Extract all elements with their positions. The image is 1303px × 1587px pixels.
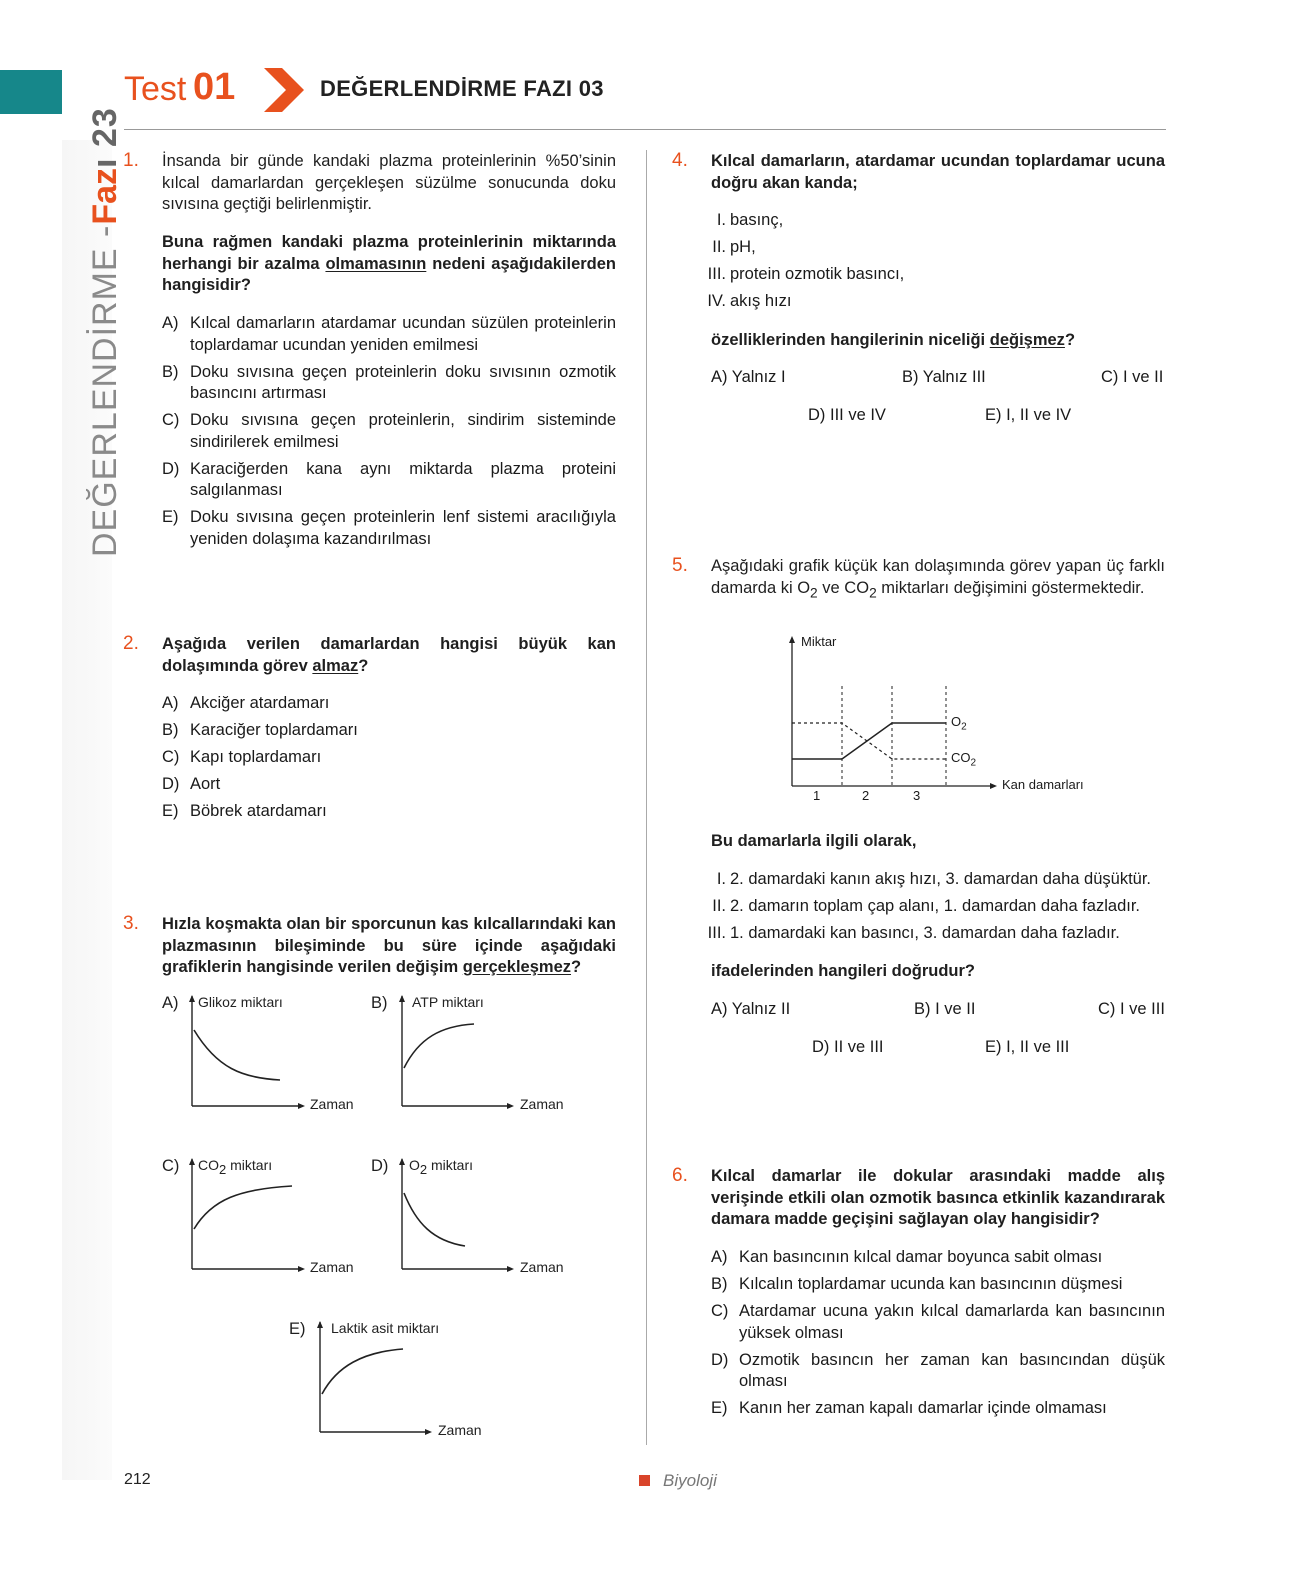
option-e-graph[interactable] (289, 1316, 509, 1446)
option-a[interactable] (162, 313, 616, 356)
option-letter: C) (162, 1157, 180, 1175)
x-axis-label: Zaman (310, 1096, 354, 1112)
x-axis-label: Zaman (438, 1422, 482, 1438)
y-axis-label (409, 1157, 473, 1177)
x-axis-label: Kan damarları (1002, 777, 1084, 792)
option-letter: C) (711, 1302, 729, 1320)
answer-b[interactable]: B) I ve II (914, 1000, 976, 1018)
y-label-subscript: 2 (219, 1161, 227, 1177)
option-b-graph[interactable] (371, 990, 581, 1120)
label-subscript: 2 (961, 721, 967, 733)
question-number: 6. (672, 1165, 688, 1186)
option-text: Kapı toplardamarı (190, 748, 322, 766)
page-title: DEĞERLENDİRME FAZI 03 (320, 76, 604, 101)
question-5-lead: Bu damarlarla ilgili olarak, (711, 832, 917, 850)
option-text: Aort (190, 775, 221, 793)
question-6-stem: Kılcal damarlar ile dokular arasındaki madde alış verişinde etkili olan ozmotik basınca etkinlik kazandırarak damara madde geçişini sağlayan olay hangisidir? (711, 1167, 1165, 1228)
option-a-graph[interactable] (162, 990, 372, 1120)
answer-a[interactable]: A) Yalnız I (711, 368, 786, 386)
prompt-text: ? (1064, 331, 1076, 349)
x-axis-label: Zaman (310, 1259, 354, 1275)
roman-numeral: II. (712, 238, 726, 256)
test-number: 01 (193, 66, 236, 108)
roman-numeral: II. (712, 897, 726, 915)
option-letter: E) (162, 508, 179, 526)
option-letter: C) (162, 411, 180, 429)
x-axis-label: Zaman (520, 1096, 564, 1112)
option-a[interactable] (162, 693, 616, 715)
label-main: O (951, 714, 962, 729)
question-1-options (162, 313, 616, 556)
answer-e[interactable]: E) I, II ve IV (985, 406, 1072, 424)
stem-text: miktarları değişimini göstermektedir. (876, 578, 1145, 597)
chevron-right-icon (264, 68, 304, 112)
option-letter: E) (289, 1320, 306, 1338)
y-axis-label: Laktik asit miktarı (331, 1320, 440, 1336)
question-5-stem (711, 556, 1165, 603)
x-tick-label: 3 (913, 788, 921, 803)
question-number: 3. (123, 913, 139, 934)
subscript: 2 (869, 584, 877, 600)
item-text: 1. damardaki kan basıncı, 3. damardan daha fazladır. (730, 924, 1120, 942)
option-e[interactable] (162, 801, 616, 823)
prompt-text: ? (571, 958, 582, 976)
option-text: Ozmotik basıncın her zaman kan basıncından düşük olması (739, 1350, 1165, 1390)
option-letter: E) (711, 1399, 728, 1417)
prompt-text: ? (358, 656, 369, 675)
option-letter: D) (162, 459, 180, 478)
item-text: 2. damarın toplam çap alanı, 1. damardan daha fazladır. (730, 897, 1141, 915)
prompt-underlined: gerçekleşmez (462, 958, 572, 976)
option-letter: E) (162, 802, 179, 820)
option-d[interactable] (711, 1350, 1165, 1393)
option-text: Atardamar ucuna yakın kılcal damarlarda kan basıncının yüksek olması (739, 1302, 1165, 1342)
roman-numeral: I. (716, 870, 726, 888)
roman-item (698, 261, 1158, 288)
option-letter: A) (711, 1248, 728, 1266)
option-letter: A) (162, 994, 179, 1012)
item-text: 2. damardaki kanın akış hızı, 3. damardan daha düşüktür. (730, 870, 1151, 888)
question-2-prompt (162, 634, 616, 677)
prompt-underlined: değişmez (989, 331, 1065, 349)
option-e[interactable] (711, 1398, 1165, 1420)
option-letter: B) (162, 362, 179, 381)
prompt-text: Aşağıda verilen damarlardan hangisi büyük kan dolaşımında görev (162, 635, 616, 675)
y-label-tail: miktarı (427, 1157, 474, 1173)
y-axis-label: Glikoz miktarı (198, 994, 283, 1010)
co2-line (792, 723, 946, 759)
question-number: 1. (123, 150, 139, 171)
y-label-subscript: 2 (419, 1161, 428, 1177)
side-section-label (85, 107, 125, 557)
question-number: 4. (672, 150, 688, 171)
item-text: protein ozmotik basıncı, (730, 265, 905, 283)
y-axis-label (198, 1157, 272, 1177)
option-text: Doku sıvısına geçen proteinlerin doku sıvısının ozmotik basıncını artırması (190, 362, 616, 402)
item-text: basınç, (730, 211, 784, 229)
answer-c[interactable]: C) I ve II (1101, 368, 1164, 386)
question-4-stem: Kılcal damarların, atardamar ucundan toplardamar ucuna doğru akan kanda; (711, 152, 1165, 192)
question-6-options (711, 1247, 1165, 1425)
question-5-items (698, 866, 1168, 947)
option-a[interactable] (711, 1247, 1165, 1269)
side-label-number: ı 23 (85, 107, 124, 168)
answer-b[interactable]: B) Yalnız III (902, 368, 986, 386)
option-letter: D) (371, 1157, 389, 1175)
option-text: Kan basıncının kılcal damar boyunca sabit olması (739, 1248, 1103, 1266)
item-text: pH, (730, 238, 756, 256)
prompt-underlined: almaz (312, 656, 359, 675)
question-number: 5. (672, 555, 688, 576)
option-text: Böbrek atardamarı (190, 802, 327, 820)
roman-item (698, 893, 1168, 920)
option-letter: B) (711, 1275, 728, 1293)
prompt-text: özelliklerinden hangilerinin niceliği (711, 331, 990, 349)
header-divider (124, 129, 1166, 130)
option-text: Kılcalın toplardamar ucunda kan basıncının düşmesi (739, 1275, 1123, 1293)
subscript: 2 (810, 584, 818, 600)
y-label-tail: miktarı (226, 1157, 273, 1173)
roman-item (698, 207, 1158, 234)
option-text: Doku sıvısına geçen proteinlerin, sindirim sisteminde sindirilerek emilmesi (190, 411, 616, 451)
prompt-text: nedeni aşağıdakilerden hangisidir? (162, 254, 616, 294)
option-c[interactable] (162, 747, 616, 769)
option-c[interactable] (711, 1301, 1165, 1344)
roman-numeral: IV. (707, 292, 726, 310)
roman-item (698, 234, 1158, 261)
o2-line (792, 723, 946, 759)
x-axis-label: Zaman (520, 1259, 564, 1275)
column-divider (646, 150, 647, 1445)
subject-label: Biyoloji (663, 1471, 717, 1490)
option-letter: B) (162, 721, 179, 739)
x-tick-label: 1 (813, 788, 821, 803)
stem-text: Aşağıdaki grafik küçük kan dolaşımında görev yapan üç farklı damarda ki O (711, 557, 1165, 597)
y-label-main: CO (198, 1157, 219, 1173)
question-1-stem: İnsanda bir günde kandaki plazma proteinlerinin %50’sinin kılcal damarlardan gerçekleşen süzülme sonucunda doku sıvısına geçtiği belirlenmiştir. (162, 152, 616, 213)
question-5-prompt: ifadelerinden hangileri doğrudur? (711, 962, 976, 980)
answer-a[interactable]: A) Yalnız II (711, 1000, 791, 1018)
question-3-prompt (162, 914, 616, 979)
option-b[interactable] (711, 1274, 1165, 1296)
question-4-prompt (711, 330, 1165, 352)
prompt-text: Hızla koşmakta olan bir sporcunun kas kılcallarındaki kan plazmasının bileşiminde bu süre içinde aşağıdaki grafiklerin hangisinde verilen değişim (162, 915, 616, 976)
o2-label (951, 714, 967, 733)
roman-numeral: III. (707, 265, 726, 283)
answer-e[interactable]: E) I, II ve III (985, 1038, 1070, 1056)
roman-item (698, 920, 1168, 947)
question-number: 2. (123, 633, 139, 654)
x-tick-label: 2 (862, 788, 870, 803)
answer-d[interactable]: D) III ve IV (808, 406, 886, 424)
test-label: Test (124, 70, 187, 108)
option-letter: C) (162, 748, 180, 766)
option-letter: D) (711, 1350, 729, 1369)
label-main: CO (951, 750, 971, 765)
option-text: Akciğer atardamarı (190, 694, 330, 712)
option-letter: A) (162, 314, 179, 332)
option-d-graph[interactable] (371, 1153, 581, 1283)
roman-item (698, 288, 1158, 315)
side-label-faz: Faz (85, 167, 124, 225)
option-text: Karaciğer toplardamarı (190, 721, 358, 739)
question-4-items (698, 207, 1158, 315)
item-text: akış hızı (730, 292, 792, 310)
option-d[interactable] (162, 459, 616, 502)
option-letter: D) (162, 775, 180, 793)
question-2-options (162, 693, 616, 828)
y-label-main: O (409, 1157, 420, 1173)
y-axis-label: ATP miktarı (412, 994, 484, 1010)
option-letter: B) (371, 994, 388, 1012)
option-c[interactable] (162, 410, 616, 453)
option-b[interactable] (162, 362, 616, 405)
option-text: Kanın her zaman kapalı damarlar içinde olmaması (739, 1399, 1107, 1417)
label-subscript: 2 (970, 757, 977, 769)
roman-item (698, 866, 1168, 893)
answer-d[interactable]: D) II ve III (812, 1038, 884, 1056)
stem-text: ve CO (817, 578, 870, 597)
option-b[interactable] (162, 720, 616, 742)
option-text: Doku sıvısına geçen proteinlerin lenf sistemi aracılığıyla yeniden dolaşıma kazandırılması (190, 508, 616, 548)
square-icon (639, 1475, 650, 1486)
option-d[interactable] (162, 774, 616, 796)
option-e[interactable] (162, 507, 616, 550)
prompt-text: Buna rağmen kandaki plazma proteinlerinin miktarında herhangi bir azalma (162, 233, 616, 273)
q5-chart (770, 630, 1110, 810)
prompt-underlined: olmamasının (325, 254, 427, 273)
co2-label (951, 750, 976, 769)
y-axis-label: Miktar (801, 634, 837, 649)
option-letter: A) (162, 694, 179, 712)
roman-numeral: III. (707, 924, 726, 942)
answer-c[interactable]: C) I ve III (1098, 1000, 1165, 1018)
roman-numeral: I. (716, 211, 726, 229)
option-text: Karaciğerden kana aynı miktarda plazma proteini salgılanması (190, 459, 616, 499)
question-1-prompt (162, 232, 616, 297)
option-c-graph[interactable] (162, 1153, 372, 1283)
page-number: 212 (124, 1471, 151, 1488)
side-label-text: DEĞERLENDİRME - (85, 224, 124, 557)
option-text: Kılcal damarların atardamar ucundan süzülen proteinlerin toplardamar ucundan yeniden emilmesi (190, 314, 616, 354)
header-accent-block (0, 70, 62, 114)
